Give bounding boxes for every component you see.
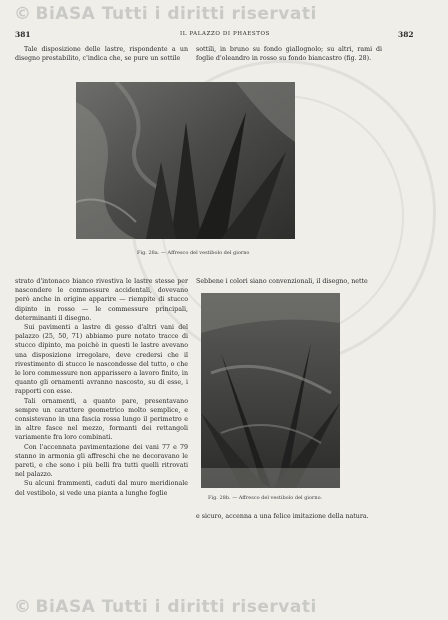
paragraph: Sebbene i colori siano convenzionali, il disegno, nette: [196, 278, 368, 285]
copyright-symbol: ©: [14, 597, 32, 617]
text-left-top: [15, 45, 188, 63]
running-title: IL PALAZZO DI PHAESTOS: [180, 31, 270, 37]
paragraph: Su alcuni frammenti, caduti dal muro meridionale del vestibolo, si vede una pianta a lunghe foglie: [15, 480, 188, 497]
fresco-image-2: [201, 293, 340, 488]
page-number-left: 381: [15, 30, 31, 39]
paragraph: Sui pavimenti a lastre di gesso d'altri vani del palazzo (25, 50, 71) abbiamo pure notato tracce di stucco dipinto, ma poichè in questi le lastre avevano una disposizione irregolare, deve credersi che il rivestimento di stucco le nascondesse del tutto, o che le loro commessure non apparissero a lavoro finito, in quanto gli ornamenti avranno nascosto, su di esse, i rapporti con esse.: [15, 324, 188, 396]
paragraph: strato d'intonaco bianco rivestiva le lastre stesse per nascondere le commessure accidentali, dovevano però anche in origine apparire — riempite di stucco dipinto in rosso — le commessure principali, determinanti il disegno.: [15, 278, 188, 322]
text-right-bottom: [196, 512, 382, 521]
text-left-main: [15, 277, 188, 498]
watermark-text: BiASA Tutti i diritti riservati: [35, 597, 317, 617]
figure-caption-1: Fig. 28a. — Affresco del vestibolo del giorno: [137, 250, 250, 256]
paragraph: sottili, in bruno su fondo giallognolo; su altri, rami di foglie d'oleandro in rosso su fondo biancastro (fig. 28).: [196, 46, 382, 63]
figure-fresco-leaves: [201, 293, 340, 488]
watermark-bottom: [14, 597, 317, 617]
figure-fresco-plant: [76, 82, 295, 239]
paragraph: e sicuro, accenna a una felice imitazione della natura.: [196, 513, 369, 520]
text-right-top: [196, 45, 382, 63]
paragraph: Con l'accennata pavimentazione dei vani 77 e 79 stanno in armonia gli affreschi che ne decoravano le pareti, e che sono i più belli fra tutti quelli ritrovati nel palazzo.: [15, 443, 188, 479]
watermark-text: BiASA Tutti i diritti riservati: [35, 4, 317, 24]
text-right-mid: [196, 277, 382, 286]
paragraph: Tale disposizione delle lastre, rispondente a un disegno prestabilito, c'indica che, se pure un sottile: [15, 46, 188, 63]
paragraph: Tali ornamenti, a quanto pare, presentavano sempre un carattere geometrico molto semplice, e consistevano in una fascia rossa lungo il perimetro e in altre fasce nel mezzo, formanti dei rettangoli variamente fra loro combinati.: [15, 397, 188, 442]
page-number-right: 382: [398, 30, 414, 39]
copyright-symbol: ©: [14, 4, 32, 24]
figure-caption-2: Fig. 28b. — Affresco del vestibolo del giorno.: [208, 495, 323, 501]
watermark-top: [14, 4, 317, 24]
fresco-image-1: [76, 82, 295, 239]
